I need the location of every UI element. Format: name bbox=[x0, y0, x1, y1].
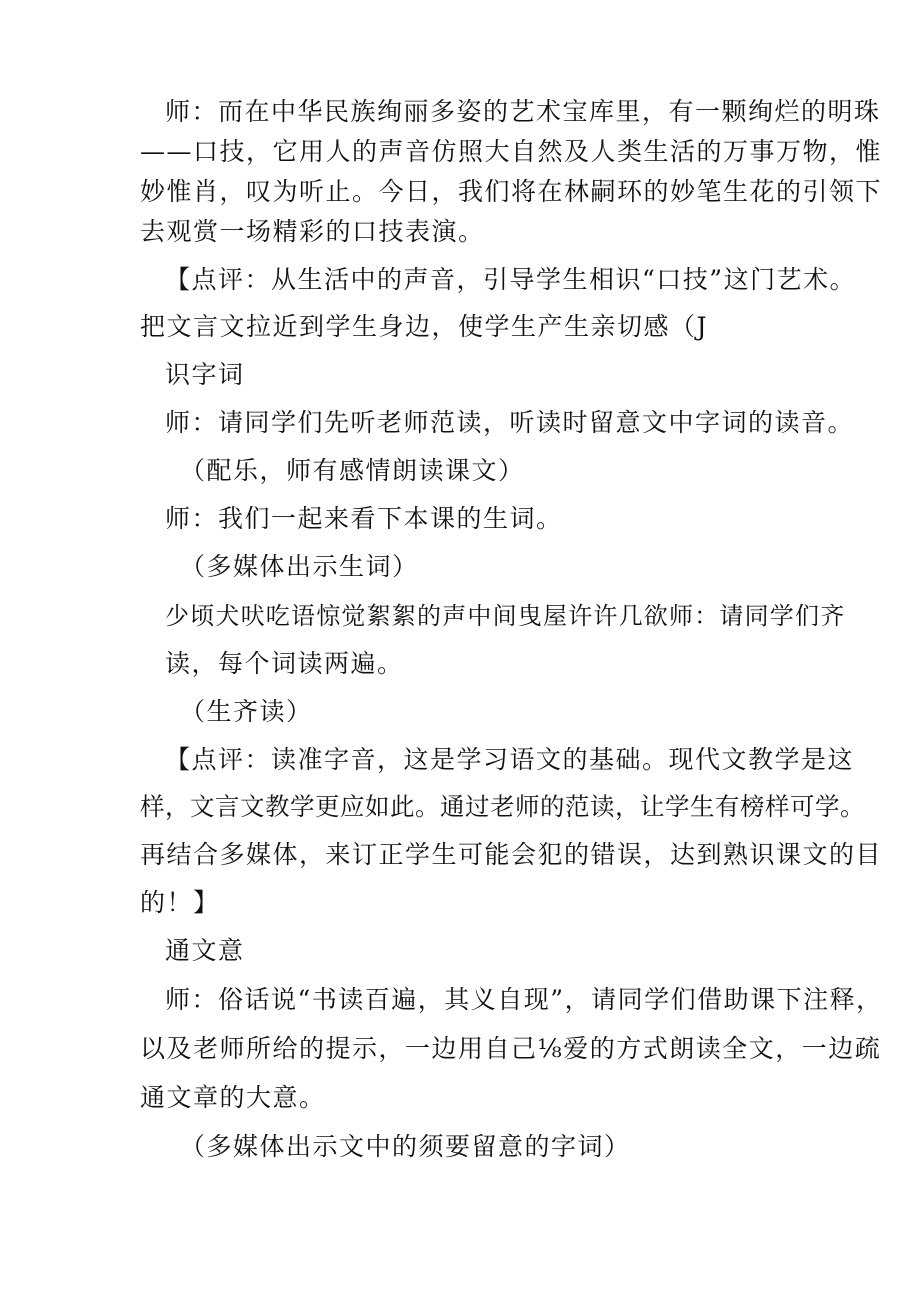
commentary-line: 【点评：读准字音，这是学习语文的基础。现代文教学是这 bbox=[165, 745, 855, 774]
commentary-line: 【点评：从生活中的声音，引导学生相识“口技”这门艺术。 bbox=[165, 265, 857, 294]
paragraph-line: 妙惟肖，叹为听止。今日，我们将在林嗣环的妙笔生花的引领下 bbox=[140, 177, 883, 206]
paragraph-line: 师：我们一起来看下本课的生词。 bbox=[165, 504, 563, 533]
commentary-line: 再结合多媒体，来订正学生可能会犯的错误，达到熟识课文的目 bbox=[140, 840, 883, 869]
stage-direction: （生齐读） bbox=[180, 697, 313, 726]
commentary-line: 的！】 bbox=[140, 888, 220, 917]
vocabulary-line: 少顷犬吠吃语惊觉絮絮的声中间曳屋许许几欲师：请同学们齐 bbox=[165, 602, 846, 630]
commentary-line: 样，文言文教学更应如此。通过老师的范读，让学生有榜样可学。 bbox=[140, 792, 865, 821]
paragraph-line: 师：请同学们先听老师范读，听读时留意文中字词的读音。 bbox=[165, 408, 855, 437]
paragraph-line: 去观赏一场精彩的口技表演。 bbox=[140, 217, 485, 246]
stage-direction: （多媒体出示生词） bbox=[180, 552, 419, 581]
section-heading: 通文意 bbox=[165, 936, 245, 965]
paragraph-line: 师：而在中华民族绚丽多姿的艺术宝库里，有一颗绚烂的明珠 bbox=[165, 97, 881, 126]
section-heading: 识字词 bbox=[165, 360, 245, 389]
paragraph-line: ——口技，它用人的声音仿照大自然及人类生活的万事万物，惟 bbox=[140, 137, 883, 166]
paragraph-line: 师：俗话说“书读百遍，其义自现”，请同学们借助课下注释， bbox=[165, 985, 883, 1014]
paragraph-line: 通文章的大意。 bbox=[140, 1083, 326, 1112]
paragraph-line: 读，每个词读两遍。 bbox=[165, 649, 404, 678]
commentary-line: 把文言文拉近到学生身边，使学生产生亲切感（J bbox=[140, 312, 709, 341]
stage-direction: （配乐，师有感情朗读课文） bbox=[180, 456, 525, 485]
paragraph-line: 以及老师所给的提示，一边用自己⅛爱的方式朗读全文，一边疏 bbox=[140, 1034, 882, 1063]
stage-direction: （多媒体出示文中的须要留意的字词） bbox=[180, 1132, 631, 1161]
